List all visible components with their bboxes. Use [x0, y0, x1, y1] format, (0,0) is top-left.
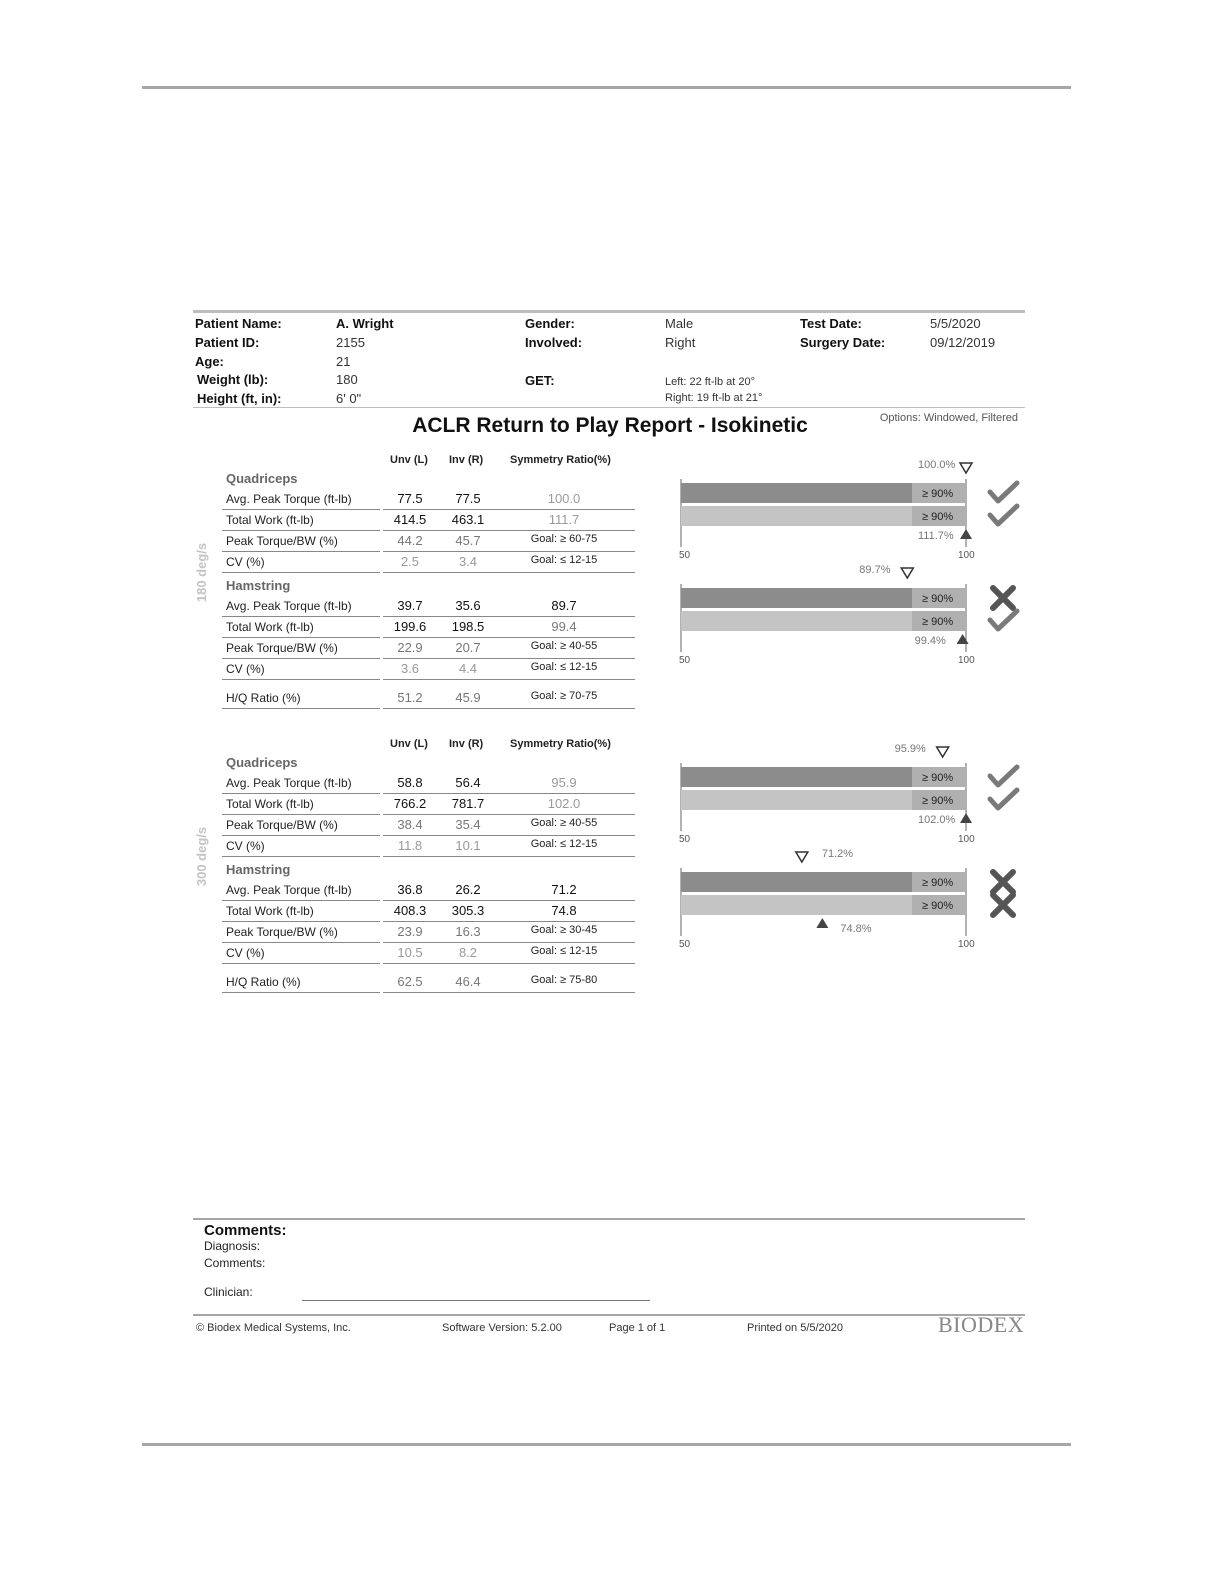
row-label: CV (%) [226, 839, 265, 853]
footer-top-rule [193, 1314, 1025, 1316]
age-value: 21 [336, 354, 351, 369]
row-label: Peak Torque/BW (%) [226, 818, 338, 832]
value-symmetry: 74.8 [551, 903, 577, 918]
column-header-symmetry: Symmetry Ratio(%) [510, 738, 611, 750]
value-unv: 11.8 [397, 838, 423, 853]
involved-label: Involved: [525, 335, 583, 350]
group-title-hamstring: Hamstring [226, 578, 291, 593]
marker-value-label: 99.4% [914, 635, 946, 647]
column-header-inv: Inv (R) [449, 454, 484, 466]
surgery-date: 09/12/2019 [930, 335, 996, 350]
row-label: CV (%) [226, 662, 265, 676]
get-right: Right: 19 ft-lb at 21° [665, 392, 763, 404]
value-inv: 45.7 [455, 533, 481, 548]
value-inv: 463.1 [451, 512, 485, 527]
weight-label: Weight (lb): [197, 372, 269, 387]
goal-band-label: ≥ 90% [922, 593, 954, 605]
row-label: Total Work (ft-lb) [226, 904, 314, 918]
unv-marker-down-triangle-icon [937, 747, 949, 757]
row-label: Total Work (ft-lb) [226, 513, 314, 527]
value-unv: 766.2 [393, 796, 427, 811]
pass-check-icon [990, 790, 1017, 808]
biodex-logo: BIODEX [938, 1312, 1025, 1337]
clinician-signature-line [302, 1300, 650, 1301]
hq-ratio-unv: 51.2 [397, 690, 423, 705]
hq-ratio-label: H/Q Ratio (%) [226, 975, 301, 989]
row-label: Avg. Peak Torque (ft-lb) [226, 492, 352, 506]
column-header-unv: Unv (L) [390, 454, 428, 466]
value-symmetry: Goal: ≤ 12-15 [530, 945, 598, 957]
value-inv: 16.3 [455, 924, 481, 939]
weight-value: 180 [336, 372, 358, 387]
comments-label: Comments: [204, 1256, 266, 1270]
value-unv: 23.9 [397, 924, 423, 939]
row-label: Peak Torque/BW (%) [226, 534, 338, 548]
value-inv: 10.1 [455, 838, 481, 853]
age-label: Age: [195, 354, 224, 369]
goal-band-label: ≥ 90% [922, 511, 954, 523]
value-inv: 35.4 [455, 817, 481, 832]
gender-label: Gender: [525, 316, 575, 331]
value-unv: 38.4 [397, 817, 423, 832]
unv-marker-down-triangle-icon [960, 463, 972, 473]
axis-min-label: 50 [679, 939, 691, 950]
value-symmetry: Goal: ≤ 12-15 [530, 661, 598, 673]
goal-band-label: ≥ 90% [922, 488, 954, 500]
test-date: 5/5/2020 [930, 316, 981, 331]
row-label: Total Work (ft-lb) [226, 797, 314, 811]
comments-heading: Comments: [204, 1222, 287, 1239]
footer-copyright: © Biodex Medical Systems, Inc. [196, 1322, 351, 1334]
goal-band-label: ≥ 90% [922, 772, 954, 784]
column-header-unv: Unv (L) [390, 738, 428, 750]
marker-value-label: 74.8% [840, 923, 872, 935]
value-unv: 36.8 [397, 882, 423, 897]
height-label: Height (ft, in): [197, 391, 282, 406]
value-inv: 305.3 [451, 903, 485, 918]
value-unv: 3.6 [400, 661, 420, 676]
group-title-quadriceps: Quadriceps [226, 471, 298, 486]
marker-value-label: 71.2% [821, 848, 854, 860]
inv-marker-up-triangle-icon [957, 634, 969, 644]
value-symmetry: Goal: ≥ 60-75 [530, 533, 598, 545]
speed-label: 180 deg/s [194, 542, 210, 603]
patient-id-label: Patient ID: [195, 335, 260, 350]
axis-min-label: 50 [679, 834, 691, 845]
group-title-hamstring: Hamstring [226, 862, 291, 877]
marker-value-label: 100.0% [918, 459, 956, 471]
value-symmetry: 95.9 [551, 775, 577, 790]
row-label: Total Work (ft-lb) [226, 620, 314, 634]
value-inv: 8.2 [458, 945, 478, 960]
value-unv: 39.7 [397, 598, 423, 613]
value-inv: 4.4 [458, 661, 478, 676]
patient-name-label: Patient Name: [195, 316, 282, 331]
group-title-quadriceps: Quadriceps [226, 755, 298, 770]
fail-cross-icon [993, 588, 1013, 608]
footer-printed-date: Printed on 5/5/2020 [747, 1322, 844, 1334]
value-unv: 408.3 [393, 903, 427, 918]
row-label: Avg. Peak Torque (ft-lb) [226, 599, 352, 613]
fail-cross-icon [993, 895, 1013, 915]
hq-ratio-inv: 45.9 [455, 690, 481, 705]
footer-software-version: Software Version: 5.2.00 [442, 1322, 562, 1334]
value-symmetry: 102.0 [547, 796, 581, 811]
value-inv: 77.5 [455, 491, 481, 506]
value-unv: 44.2 [397, 533, 423, 548]
inv-marker-up-triangle-icon [960, 529, 972, 539]
axis-min-label: 50 [679, 550, 691, 561]
axis-max-label: 100 [958, 655, 975, 666]
height-value: 6' 0" [336, 391, 362, 406]
value-unv: 58.8 [397, 775, 423, 790]
unv-marker-down-triangle-icon [901, 568, 913, 578]
comments-top-rule [193, 1218, 1025, 1220]
involved-value: Right [665, 335, 696, 350]
goal-band-label: ≥ 90% [922, 795, 954, 807]
value-unv: 10.5 [397, 945, 423, 960]
get-label: GET: [525, 373, 555, 388]
value-inv: 26.2 [455, 882, 481, 897]
hq-ratio-unv: 62.5 [397, 974, 423, 989]
pass-check-icon [990, 767, 1017, 785]
goal-band-label: ≥ 90% [922, 616, 954, 628]
row-label: CV (%) [226, 555, 265, 569]
pass-check-icon [990, 611, 1017, 629]
value-unv: 77.5 [397, 491, 423, 506]
axis-max-label: 100 [958, 550, 975, 561]
speed-label: 300 deg/s [194, 826, 210, 887]
footer-page-number: Page 1 of 1 [609, 1322, 666, 1334]
inv-marker-up-triangle-icon [960, 813, 972, 823]
hq-ratio-label: H/Q Ratio (%) [226, 691, 301, 705]
marker-value-label: 102.0% [918, 814, 956, 826]
row-label: Avg. Peak Torque (ft-lb) [226, 883, 352, 897]
value-symmetry: 111.7 [548, 512, 580, 527]
value-inv: 781.7 [451, 796, 485, 811]
marker-value-label: 95.9% [894, 743, 926, 755]
row-label: Avg. Peak Torque (ft-lb) [226, 776, 352, 790]
goal-band-label: ≥ 90% [922, 900, 954, 912]
inv-marker-up-triangle-icon [816, 918, 828, 928]
hq-ratio-goal: Goal: ≥ 70-75 [530, 690, 598, 702]
surgery-date-label: Surgery Date: [800, 335, 886, 350]
value-symmetry: 89.7 [551, 598, 577, 613]
diagnosis-label: Diagnosis: [204, 1239, 261, 1253]
patient-name: A. Wright [336, 316, 394, 331]
test-date-label: Test Date: [800, 316, 862, 331]
row-label: CV (%) [226, 946, 265, 960]
value-inv: 56.4 [455, 775, 481, 790]
value-unv: 199.6 [393, 619, 427, 634]
patient-id: 2155 [336, 335, 365, 350]
value-symmetry: Goal: ≥ 40-55 [530, 640, 598, 652]
column-header-symmetry: Symmetry Ratio(%) [510, 454, 611, 466]
value-inv: 20.7 [455, 640, 481, 655]
column-header-inv: Inv (R) [449, 738, 484, 750]
fail-cross-icon [993, 872, 1013, 892]
marker-value-label: 111.7% [918, 530, 954, 542]
value-symmetry: Goal: ≥ 30-45 [530, 924, 598, 936]
value-unv: 2.5 [400, 554, 420, 569]
row-label: Peak Torque/BW (%) [226, 925, 338, 939]
unv-marker-down-triangle-icon [796, 852, 808, 862]
pass-check-icon [990, 506, 1017, 524]
goal-band-label: ≥ 90% [922, 877, 954, 889]
value-symmetry: 71.2 [551, 882, 577, 897]
value-symmetry: 99.4 [551, 619, 577, 634]
hq-ratio-inv: 46.4 [455, 974, 481, 989]
value-symmetry: Goal: ≤ 12-15 [530, 554, 598, 566]
value-symmetry: Goal: ≤ 12-15 [530, 838, 598, 850]
get-left: Left: 22 ft-lb at 20° [665, 376, 756, 388]
report-options: Options: Windowed, Filtered [879, 412, 1018, 424]
value-symmetry: 100.0 [547, 491, 581, 506]
value-inv: 35.6 [455, 598, 481, 613]
axis-max-label: 100 [958, 834, 975, 845]
value-symmetry: Goal: ≥ 40-55 [530, 817, 598, 829]
value-inv: 198.5 [451, 619, 485, 634]
gender-value: Male [665, 316, 694, 331]
value-unv: 22.9 [397, 640, 423, 655]
hq-ratio-goal: Goal: ≥ 75-80 [530, 974, 598, 986]
axis-min-label: 50 [679, 655, 691, 666]
marker-value-label: 89.7% [859, 564, 891, 576]
report-title: ACLR Return to Play Report - Isokinetic [412, 414, 808, 437]
row-label: Peak Torque/BW (%) [226, 641, 338, 655]
value-unv: 414.5 [393, 512, 427, 527]
axis-max-label: 100 [958, 939, 975, 950]
clinician-label: Clinician: [204, 1285, 253, 1299]
pass-check-icon [990, 483, 1017, 501]
value-inv: 3.4 [458, 554, 478, 569]
